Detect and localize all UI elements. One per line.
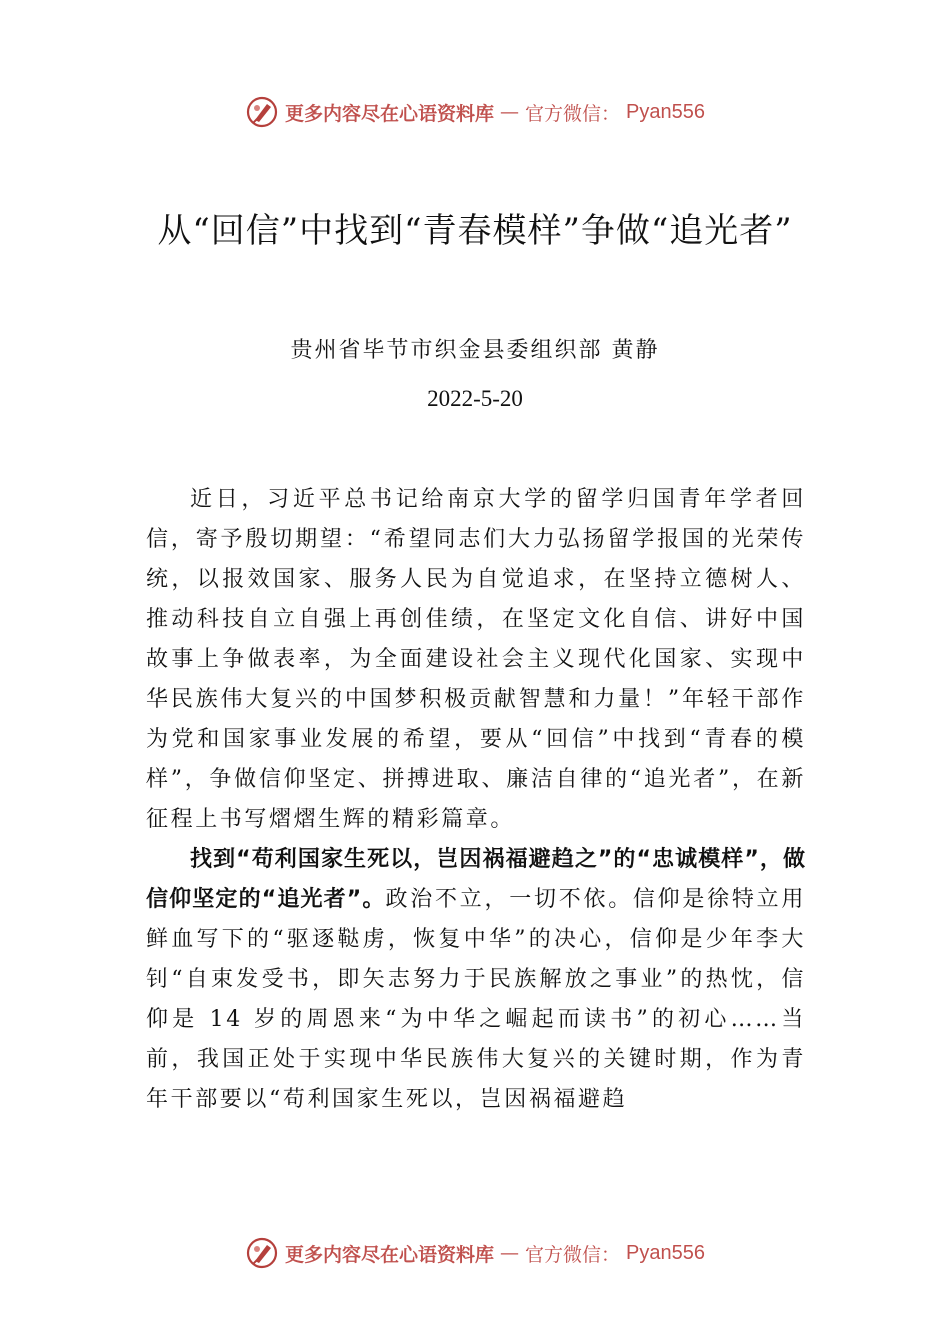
banner-text: 更多内容尽在心语资料库	[285, 102, 495, 125]
paragraph-2	[146, 840, 806, 1120]
document-date: 2022-5-20	[427, 386, 523, 411]
header-banner	[0, 92, 950, 132]
document-body	[146, 480, 806, 1120]
banner-dash: —	[500, 101, 520, 123]
footer-banner	[0, 1233, 950, 1273]
banner-contact-id: Pyan556	[626, 1241, 705, 1264]
banner-text: 更多内容尽在心语资料库	[285, 1243, 495, 1266]
paragraph-1: 近日，习近平总书记给南京大学的留学归国青年学者回信，寄予殷切期望：“希望同志们大力弘扬留学报国的光荣传统，以报效国家、服务人民为自觉追求，在坚持立德树人、推动科技自立自强上再创佳绩，在坚定文化自信、讲好中国故事上争做表率，为全面建设社会主义现代化国家、实现中华民族伟大复兴的中国梦积极贡献智慧和力量！”年轻干部作为党和国家事业发展的希望，要从“回信”中找到“青春的模样”，争做信仰坚定、拼搏进取、廉洁自律的“追光者”，在新征程上书写熠熠生辉的精彩篇章。	[146, 487, 806, 832]
pen-logo-icon	[245, 1236, 279, 1270]
banner-contact-label: 官方微信：	[525, 102, 621, 125]
document-author: 贵州省毕节市织金县委组织部 黄静	[290, 338, 660, 363]
document-title: 从“回信”中找到“青春模样”争做“追光者”	[157, 211, 793, 251]
pen-logo-icon	[245, 95, 279, 129]
banner-contact-id: Pyan556	[626, 100, 705, 123]
paragraph-2-body: 政治不立，一切不依。信仰是徐特立用鲜血写下的“驱逐鞑虏，恢复中华”的决心，信仰是少年李大钊“自束发受书，即矢志努力于民族解放之事业”的热忱，信仰是 14 岁的周恩来“为中华之崛起而读书”的初心……当前，我国正处于实现中华民族伟大复兴的关键时期，作为青年干部要以“苟利国家生死以，岂因祸福避趋	[146, 887, 806, 1112]
banner-dash: —	[500, 1242, 520, 1264]
paragraph-2-heading: 找到“苟利国家生死以，岂因祸福避趋之”的“忠诚模样”，做信仰坚定的“追光者”。	[146, 847, 806, 912]
banner-contact-label: 官方微信：	[525, 1243, 621, 1266]
